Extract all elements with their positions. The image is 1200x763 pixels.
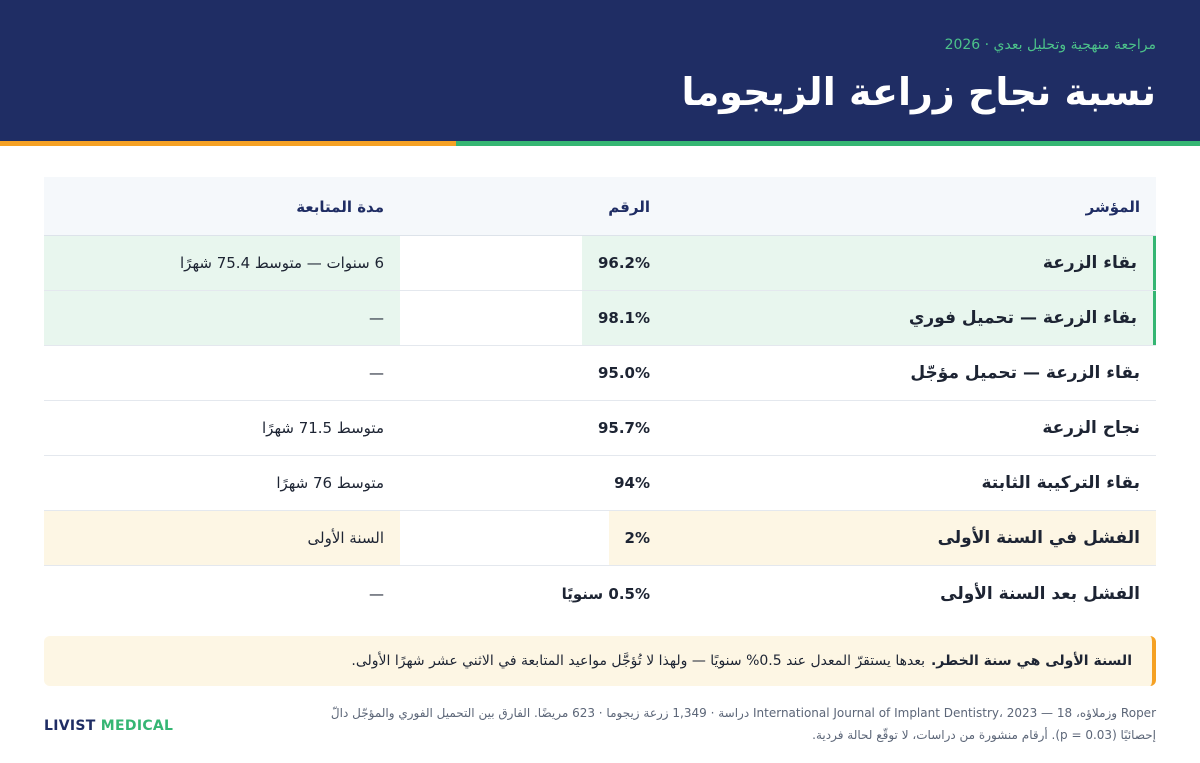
cell-value: 2% bbox=[609, 511, 666, 565]
brand-logo bbox=[44, 718, 173, 734]
header-metric: المؤشر bbox=[1085, 198, 1140, 216]
cell-metric: الفشل بعد السنة الأولى bbox=[940, 583, 1140, 604]
cell-value: 94% bbox=[614, 474, 650, 492]
cell-follow: 6 سنوات — متوسط 75.4 شهرًا bbox=[44, 236, 400, 290]
footnote-line-1: Roper وزملاؤه، 18 — International Journal of Implant Dentistry، 2023 دراسة · 1,349 زرعة زيجوما · 623 مريضًا. الفارق بين التحميل الفوري والمؤجّل دالّ bbox=[330, 706, 1156, 720]
cell-value: 0.5% سنويًا bbox=[561, 584, 650, 603]
cell-value: 96.2% bbox=[582, 236, 666, 290]
table-row bbox=[44, 511, 1156, 566]
cell-follow: متوسط 76 شهرًا bbox=[276, 474, 384, 492]
cell-value: 95.7% bbox=[597, 419, 650, 437]
cell-follow: — bbox=[369, 584, 384, 603]
brand-part-2: MEDICAL bbox=[100, 718, 174, 734]
table-row bbox=[44, 291, 1156, 346]
note-text: بعدها يستقرّ المعدل عند 0.5% سنويًا — ولهذا لا تُؤجَّل مواعيد المتابعة في الاثني عشر شهرًا الأولى. bbox=[351, 653, 925, 669]
table-row bbox=[44, 566, 1156, 621]
table-row bbox=[44, 456, 1156, 511]
cell-follow: — bbox=[369, 364, 384, 382]
accent-stripe-green bbox=[456, 141, 1200, 146]
cell-value: 95.0% bbox=[597, 364, 650, 382]
table-row bbox=[44, 401, 1156, 456]
accent-stripe-orange bbox=[0, 141, 456, 146]
key-note-callout bbox=[44, 636, 1156, 686]
cell-metric: بقاء الزرعة bbox=[666, 236, 1156, 290]
header-follow: مدة المتابعة bbox=[296, 198, 384, 216]
page-header bbox=[0, 0, 1200, 141]
cell-follow: متوسط 71.5 شهرًا bbox=[262, 419, 384, 437]
cell-metric: بقاء الزرعة — تحميل فوري bbox=[666, 291, 1156, 345]
header-eyebrow: مراجعة منهجية وتحليل بعدي · 2026 bbox=[944, 37, 1156, 53]
cell-follow: السنة الأولى bbox=[44, 511, 400, 565]
source-footnote bbox=[286, 702, 1156, 746]
cell-value: 98.1% bbox=[582, 291, 666, 345]
page-title: نسبة نجاح زراعة الزيجوما bbox=[681, 70, 1156, 114]
cell-metric: نجاح الزرعة bbox=[1042, 418, 1140, 438]
header-value: الرقم bbox=[608, 198, 650, 216]
table-header bbox=[44, 177, 1156, 236]
cell-follow: — bbox=[44, 291, 400, 345]
table-row bbox=[44, 236, 1156, 291]
cell-metric: بقاء الزرعة — تحميل مؤجّل bbox=[910, 363, 1140, 383]
table-row bbox=[44, 346, 1156, 401]
brand-part-1: LIVIST bbox=[44, 718, 96, 734]
cell-metric: الفشل في السنة الأولى bbox=[666, 511, 1156, 565]
note-lead: السنة الأولى هي سنة الخطر. bbox=[930, 653, 1132, 669]
footnote-line-2: إحصائيًا (p = 0.03). أرقام منشورة من دراسات، لا توقّع لحالة فردية. bbox=[812, 728, 1156, 742]
results-table bbox=[44, 177, 1156, 621]
cell-metric: بقاء التركيبة الثابتة bbox=[981, 473, 1140, 493]
